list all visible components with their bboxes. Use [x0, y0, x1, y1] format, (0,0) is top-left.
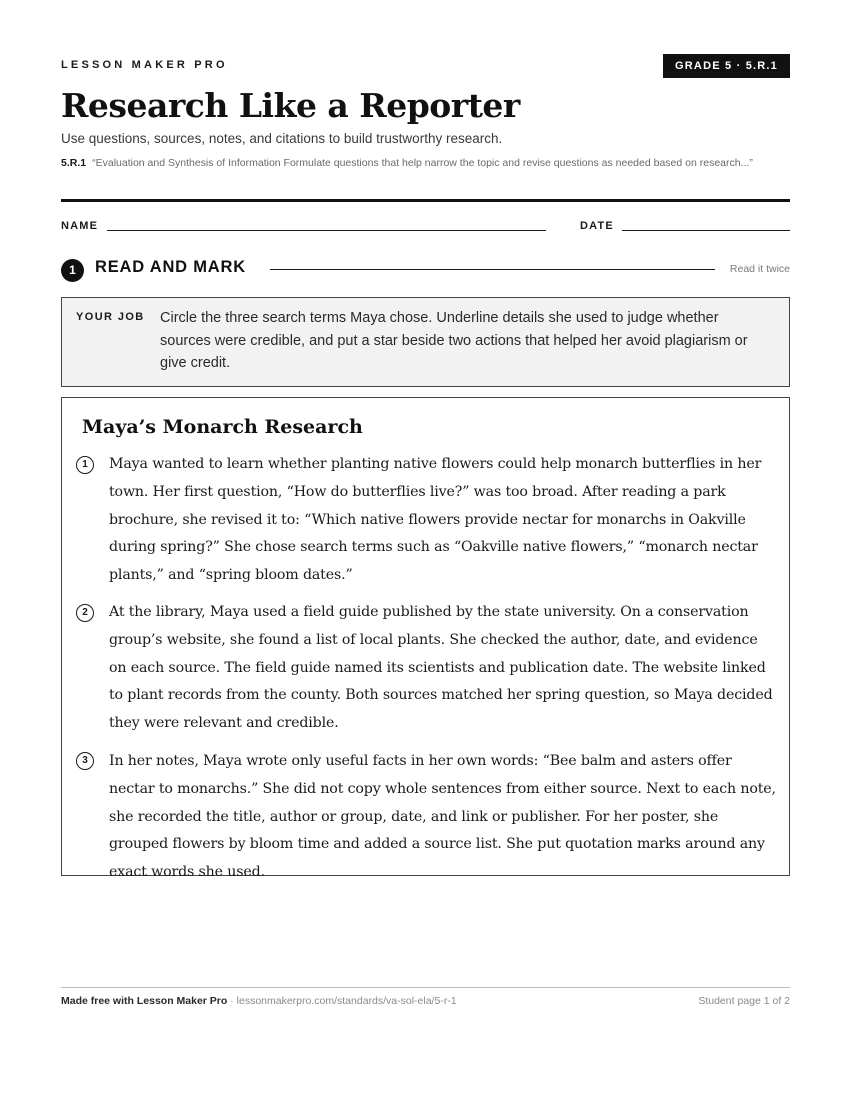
date-label: DATE [580, 220, 614, 232]
passage-paragraph: In her notes, Maya wrote only useful facts in her own words: “Bee balm and asters offer nectar to monarchs.” She did not copy whole sentences from either source. Next to each note, she recorded the title, author or group, date, and link or publisher. For her poster, she grouped flowers by bloom time and added a source list. She put quotation marks around any exact words she used. [109, 753, 776, 881]
reading-passage [61, 397, 790, 881]
standard-text: “Evaluation and Synthesis of Information Formulate questions that help narrow the topic and revise questions as needed based on research...” [92, 157, 753, 169]
brand-name: LESSON MAKER PRO [61, 59, 228, 71]
passage-paragraph: Maya wanted to learn whether planting native flowers could help monarch butterflies in her town. Her first question, “How do butterflies live?” was too broad. After reading a park brochure, she revised it to: “Which native flowers provide nectar for monarchs in Oakville during spring?” She chose search terms such as “Oakville native flowers,” “monarch nectar plants,” and “spring bloom dates.” [109, 456, 762, 584]
instructions-label: YOUR JOB [76, 311, 145, 323]
name-field[interactable] [107, 230, 546, 231]
footer-made-with: Made free with Lesson Maker Pro [61, 995, 228, 1007]
page-title: Research Like a Reporter [61, 86, 520, 125]
header-divider [61, 199, 790, 202]
instructions-text: Circle the three search terms Maya chose. Underline details she used to judge whether sources were credible, and put a star beside two actions that helped her avoid plagiarism or give credit. [160, 310, 748, 371]
name-label: NAME [61, 220, 99, 232]
page-subtitle: Use questions, sources, notes, and citations to build trustworthy research. [61, 131, 503, 146]
page-indicator: Student page 1 of 2 [698, 995, 790, 1007]
section-title: READ AND MARK [95, 258, 246, 276]
grade-badge: GRADE 5 · 5.R.1 [663, 54, 790, 78]
section-note: Read it twice [729, 263, 790, 275]
date-field[interactable] [622, 230, 790, 231]
paragraph-number: 1 [76, 456, 94, 474]
footer-url: · lessonmakerpro.com/standards/va-sol-ela/5-r-1 [227, 995, 457, 1007]
instructions-box [61, 297, 790, 387]
passage-title: Maya’s Monarch Research [82, 416, 363, 438]
passage-paragraph: At the library, Maya used a field guide published by the state university. On a conservation group’s website, she found a list of local plants. She checked the author, date, and evidence on each source. The field guide named its scientists and publication date. The website linked to plant records from the county. Both sources matched her spring question, so Maya decided they were relevant and credible. [109, 604, 773, 732]
paragraph-number: 3 [76, 752, 94, 770]
paragraph-number: 2 [76, 604, 94, 622]
worksheet-page [61, 0, 790, 1100]
footer-credit [61, 995, 457, 1007]
standard-citation [61, 155, 761, 172]
footer-divider [61, 987, 790, 988]
section-divider [270, 269, 715, 270]
standard-code: 5.R.1 [61, 157, 87, 169]
section-number-badge: 1 [61, 259, 84, 282]
